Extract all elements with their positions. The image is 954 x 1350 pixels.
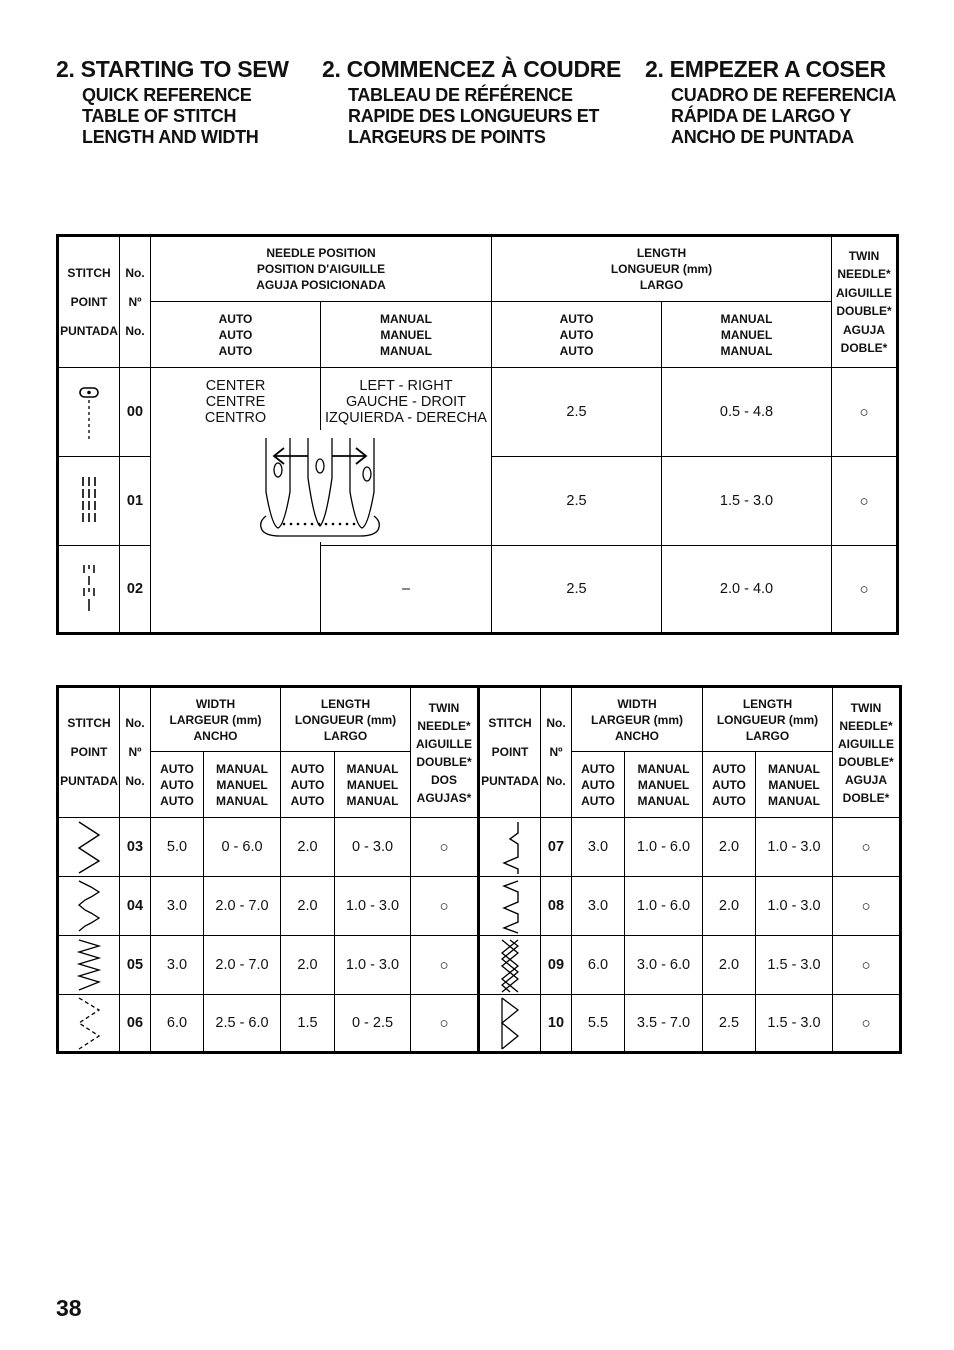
width-auto-value: 5.0 xyxy=(151,818,204,877)
subtitle-line: RAPIDE DES LONGUEURS ET xyxy=(348,106,600,126)
width-manual-value: 0 - 6.0 xyxy=(204,818,281,877)
subtitle-es xyxy=(671,85,896,148)
length-auto-value: 2.0 xyxy=(281,818,335,877)
width-manual-value: 1.0 - 6.0 xyxy=(625,818,703,877)
subtitle-line: LARGEURS DE POINTS xyxy=(348,127,546,147)
zigzag-stitch-icon xyxy=(58,818,120,877)
twin-needle-mark: ○ xyxy=(411,877,479,936)
twin-needle-mark: ○ xyxy=(833,936,901,995)
header-es xyxy=(645,56,896,148)
length-auto-header: AUTO AUTO AUTO xyxy=(281,752,335,818)
stitch-number: 07 xyxy=(541,818,572,877)
length-manual-value: 0 - 3.0 xyxy=(335,818,411,877)
width-manual-value: 2.0 - 7.0 xyxy=(204,877,281,936)
twin-needle-mark: ○ xyxy=(833,818,901,877)
needle-manual-value: – xyxy=(321,546,492,634)
length-manual-value: 0.5 - 4.8 xyxy=(662,368,832,457)
title-en: 2. STARTING TO SEW xyxy=(56,56,289,82)
width-header: WIDTH LARGEUR (mm) ANCHO xyxy=(572,687,703,752)
length-auto-value: 2.0 xyxy=(703,877,756,936)
twin-needle-mark: ○ xyxy=(832,368,898,457)
stretch-blind-hem-icon xyxy=(479,877,541,936)
twin-needle-header: TWIN NEEDLE* AIGUILLE DOUBLE* AGUJA DOBLE* xyxy=(833,687,901,818)
length-manual-header: MANUAL MANUEL MANUAL xyxy=(662,302,832,368)
number-header: No. Nº No. xyxy=(541,687,572,818)
length-manual-value: 1.0 - 3.0 xyxy=(335,936,411,995)
table-row xyxy=(58,877,901,936)
stitch-number: 10 xyxy=(541,995,572,1053)
width-auto-header: AUTO AUTO AUTO xyxy=(572,752,625,818)
stitch-header: STITCH POINT PUNTADA xyxy=(58,687,120,818)
width-auto-value: 6.0 xyxy=(572,936,625,995)
width-auto-header: AUTO AUTO AUTO xyxy=(151,752,204,818)
width-manual-value: 3.5 - 7.0 xyxy=(625,995,703,1053)
width-auto-value: 3.0 xyxy=(151,877,204,936)
length-auto-value: 2.0 xyxy=(281,936,335,995)
length-auto-value: 2.5 xyxy=(492,457,662,546)
length-auto-value: 2.0 xyxy=(281,877,335,936)
subtitle-line: TABLEAU DE RÉFÉRENCE xyxy=(348,85,573,105)
twin-needle-mark: ○ xyxy=(832,457,898,546)
needle-position-illustration xyxy=(252,430,388,542)
needle-manual-value: LEFT - RIGHT GAUCHE - DROIT IZQUIERDA - DERECHA xyxy=(325,378,487,426)
stitch-number: 09 xyxy=(541,936,572,995)
stitch-number: 03 xyxy=(120,818,151,877)
length-manual-value: 1.0 - 3.0 xyxy=(756,877,833,936)
width-manual-value: 2.0 - 7.0 xyxy=(204,936,281,995)
table-row xyxy=(58,995,901,1053)
subtitle-line: CUADRO DE REFERENCIA xyxy=(671,85,897,105)
length-auto-value: 2.5 xyxy=(492,368,662,457)
length-manual-header: MANUAL MANUEL MANUAL xyxy=(335,752,411,818)
twin-needle-mark: ○ xyxy=(411,936,479,995)
subtitle-line: TABLE OF STITCH xyxy=(82,106,237,126)
width-manual-value: 1.0 - 6.0 xyxy=(625,877,703,936)
subtitle-line: ANCHO DE PUNTADA xyxy=(671,127,854,147)
cross-stitch-icon xyxy=(479,936,541,995)
multi-zigzag-icon xyxy=(58,936,120,995)
length-auto-value: 2.5 xyxy=(492,546,662,634)
length-manual-value: 1.0 - 3.0 xyxy=(756,818,833,877)
twin-needle-mark: ○ xyxy=(411,995,479,1053)
table-row xyxy=(58,936,901,995)
length-manual-value: 0 - 2.5 xyxy=(335,995,411,1053)
length-manual-header: MANUAL MANUEL MANUAL xyxy=(756,752,833,818)
header-en xyxy=(56,56,289,148)
stitch-number: 01 xyxy=(120,457,151,546)
width-auto-value: 3.0 xyxy=(151,936,204,995)
basting-stitch-icon xyxy=(58,546,120,634)
header-fr xyxy=(322,56,621,148)
needle-manual-header: MANUAL MANUEL MANUAL xyxy=(321,302,492,368)
length-auto-value: 2.0 xyxy=(703,818,756,877)
stitch-number: 04 xyxy=(120,877,151,936)
twin-needle-mark: ○ xyxy=(833,877,901,936)
title-es: 2. EMPEZER A COSER xyxy=(645,56,886,82)
length-auto-header: AUTO AUTO AUTO xyxy=(492,302,662,368)
subtitle-en xyxy=(82,85,289,148)
stitch-header: STITCH POINT PUNTADA xyxy=(58,236,120,368)
number-header: No. Nº No. xyxy=(120,687,151,818)
width-header: WIDTH LARGEUR (mm) ANCHO xyxy=(151,687,281,752)
stitch-header: STITCH POINT PUNTADA xyxy=(479,687,541,818)
twin-needle-mark: ○ xyxy=(832,546,898,634)
stitch-number: 08 xyxy=(541,877,572,936)
needle-auto-header: AUTO AUTO AUTO xyxy=(151,302,321,368)
twin-needle-mark: ○ xyxy=(833,995,901,1053)
width-manual-header: MANUAL MANUEL MANUAL xyxy=(204,752,281,818)
overlock-stitch-icon xyxy=(479,995,541,1053)
dotted-zigzag-icon xyxy=(58,995,120,1053)
subtitle-line: RÁPIDA DE LARGO Y xyxy=(671,106,851,126)
page-number: 38 xyxy=(56,1295,82,1321)
zigzag-stitch-table xyxy=(56,685,902,1054)
length-manual-value: 2.0 - 4.0 xyxy=(662,546,832,634)
width-manual-header: MANUAL MANUEL MANUAL xyxy=(625,752,703,818)
subtitle-line: QUICK REFERENCE xyxy=(82,85,252,105)
subtitle-line: LENGTH AND WIDTH xyxy=(82,127,259,147)
table-row xyxy=(58,368,898,457)
length-header: LENGTH LONGUEUR (mm) LARGO xyxy=(281,687,411,752)
length-header: LENGTH LONGUEUR (mm) LARGO xyxy=(703,687,833,752)
table-row xyxy=(58,818,901,877)
needle-position-header: NEEDLE POSITION POSITION D'AIGUILLE AGUJA POSICIONADA xyxy=(151,236,492,302)
twin-needle-header: TWIN NEEDLE* AIGUILLE DOUBLE* DOS AGUJAS* xyxy=(411,687,479,818)
length-manual-value: 1.0 - 3.0 xyxy=(335,877,411,936)
twin-needle-header: TWIN NEEDLE* AIGUILLE DOUBLE* AGUJA DOBLE* xyxy=(832,236,898,368)
width-auto-value: 3.0 xyxy=(572,818,625,877)
length-auto-header: AUTO AUTO AUTO xyxy=(703,752,756,818)
length-auto-value: 1.5 xyxy=(281,995,335,1053)
three-step-zigzag-icon xyxy=(58,877,120,936)
width-auto-value: 5.5 xyxy=(572,995,625,1053)
twin-needle-mark: ○ xyxy=(411,818,479,877)
width-manual-value: 3.0 - 6.0 xyxy=(625,936,703,995)
number-header: No. Nº No. xyxy=(120,236,151,368)
subtitle-fr xyxy=(348,85,621,148)
width-manual-value: 2.5 - 6.0 xyxy=(204,995,281,1053)
title-fr: 2. COMMENCEZ À COUDRE xyxy=(322,56,622,82)
length-header: LENGTH LONGUEUR (mm) LARGO xyxy=(492,236,832,302)
length-auto-value: 2.0 xyxy=(703,936,756,995)
length-manual-value: 1.5 - 3.0 xyxy=(756,936,833,995)
stitch-number: 05 xyxy=(120,936,151,995)
length-auto-value: 2.5 xyxy=(703,995,756,1053)
length-manual-value: 1.5 - 3.0 xyxy=(662,457,832,546)
stitch-number: 00 xyxy=(120,368,151,457)
triple-straight-stitch-icon xyxy=(58,457,120,546)
width-auto-value: 6.0 xyxy=(151,995,204,1053)
length-manual-value: 1.5 - 3.0 xyxy=(756,995,833,1053)
blind-hem-stitch-icon xyxy=(479,818,541,877)
straight-stitch-icon xyxy=(58,368,120,457)
width-auto-value: 3.0 xyxy=(572,877,625,936)
stitch-number: 06 xyxy=(120,995,151,1053)
needle-auto-value: CENTER CENTRE CENTRO xyxy=(204,378,267,426)
stitch-number: 02 xyxy=(120,546,151,634)
straight-stitch-table xyxy=(56,234,899,635)
